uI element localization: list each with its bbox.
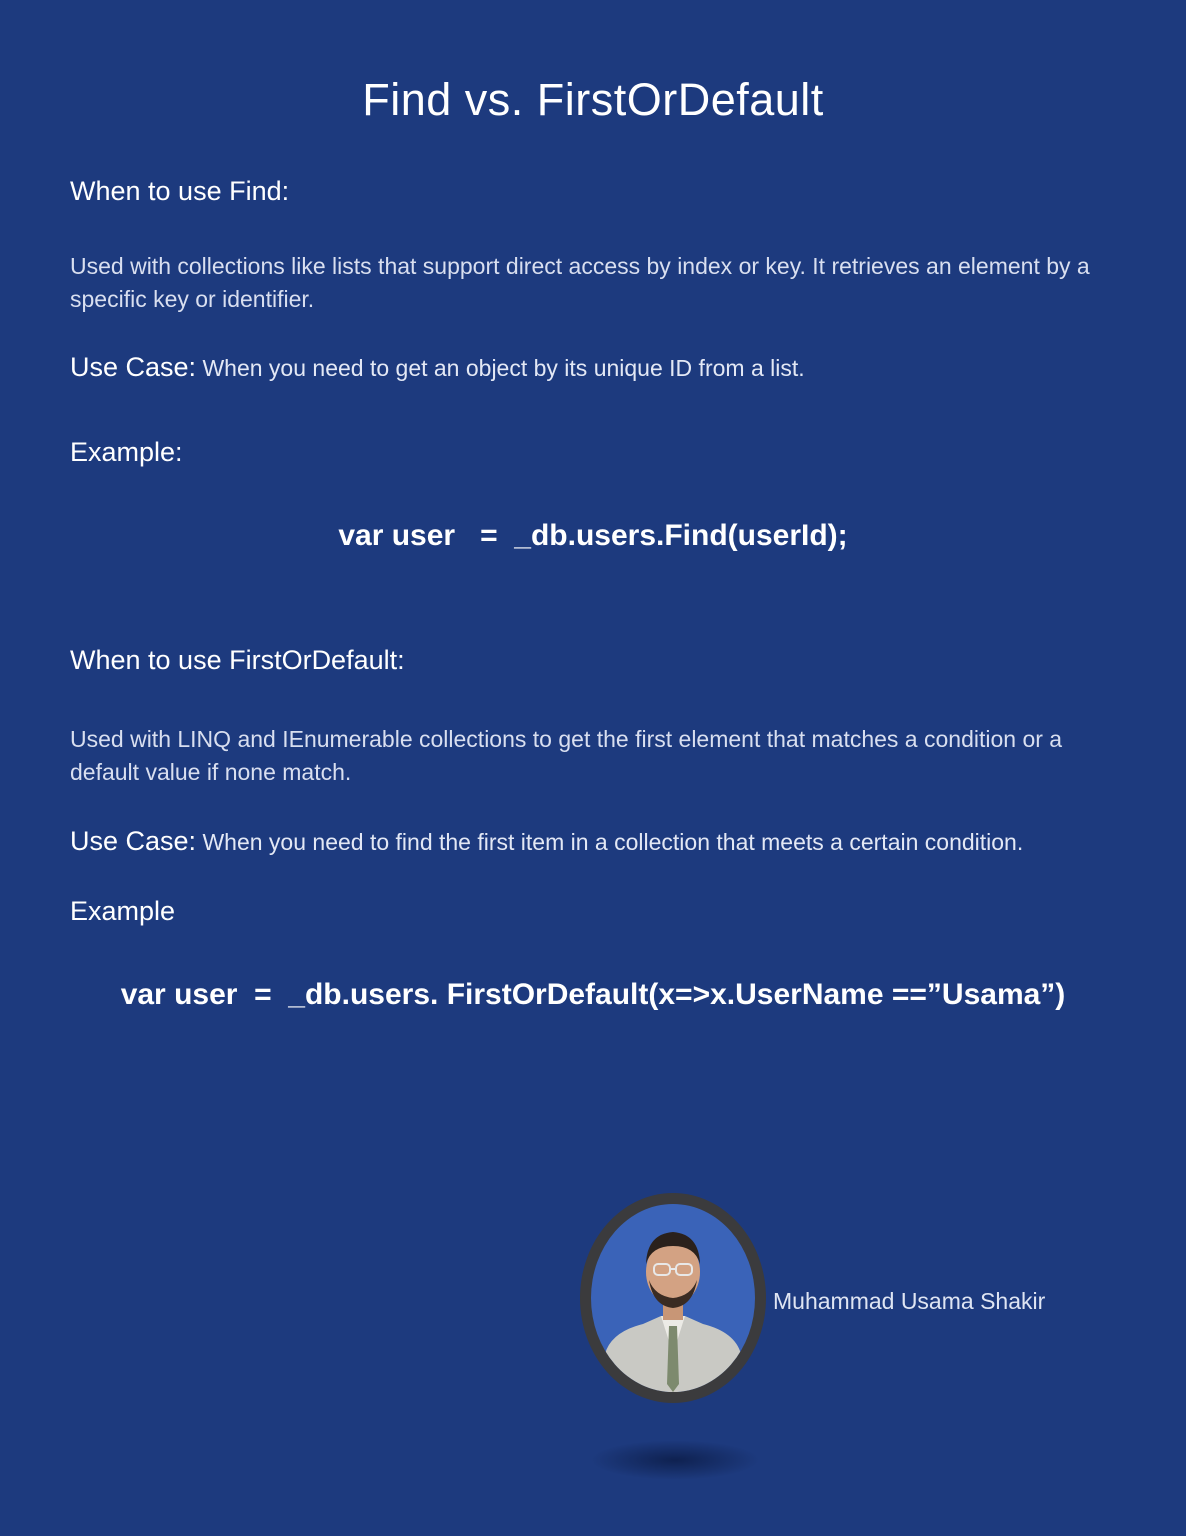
avatar-shadow	[590, 1440, 760, 1480]
find-example-label: Example:	[70, 437, 183, 467]
author-name: Muhammad Usama Shakir	[773, 1288, 1046, 1314]
find-use-case-label: Use Case:	[70, 352, 197, 382]
find-heading: When to use Find:	[70, 176, 290, 206]
find-use-case	[70, 352, 1150, 383]
first-or-default-heading: When to use FirstOrDefault:	[70, 645, 405, 675]
first-or-default-use-case	[70, 826, 1150, 857]
person-silhouette-icon	[591, 1204, 755, 1392]
first-or-default-code-example: var user = _db.users. FirstOrDefault(x=>x.UserName ==”Usama”)	[120, 978, 1066, 1011]
author-photo	[591, 1204, 755, 1392]
first-or-default-use-case-text: When you need to find the first item in a collection that meets a certain condition.	[196, 829, 1024, 855]
first-or-default-example-label: Example	[70, 896, 176, 926]
first-or-default-description: Used with LINQ and IEnumerable collections to get the first element that matches a condition or a default value if none match.	[70, 726, 1063, 785]
first-or-default-use-case-label: Use Case:	[70, 826, 197, 856]
find-description: Used with collections like lists that support direct access by index or key. It retrieves an element by a specific key or identifier.	[70, 253, 1090, 312]
page-title: Find vs. FirstOrDefault	[362, 74, 824, 125]
find-use-case-text: When you need to get an object by its unique ID from a list.	[196, 355, 805, 381]
find-code-example: var user = _db.users.Find(userId);	[338, 519, 848, 552]
avatar	[580, 1193, 766, 1403]
